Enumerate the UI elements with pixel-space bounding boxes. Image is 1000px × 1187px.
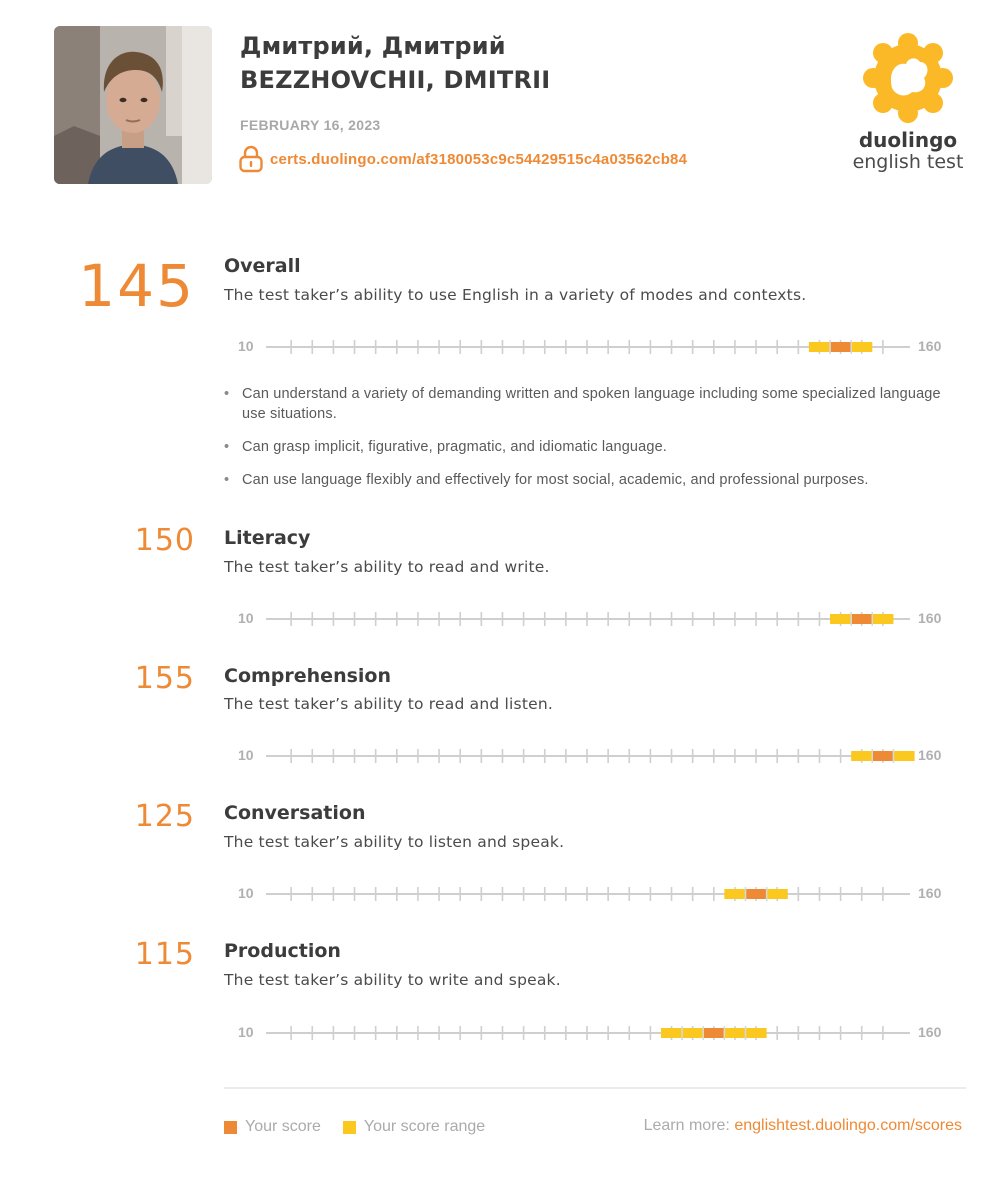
scale-max-label: 160 bbox=[918, 338, 942, 354]
name-native: Дмитрий, Дмитрий bbox=[240, 32, 506, 60]
legend-label: Your score bbox=[245, 1118, 321, 1135]
score-scale-graphic bbox=[238, 335, 918, 359]
scale-min-label: 10 bbox=[238, 747, 254, 763]
list-item: • Can understand a variety of demanding written and spoken language including some specialized language use situations. bbox=[224, 384, 964, 424]
scale-min-label: 10 bbox=[238, 338, 254, 354]
legend-label: Your score range bbox=[363, 1118, 486, 1135]
scale-min-label: 10 bbox=[238, 610, 254, 626]
name-latin: BEZZHOVCHII, DMITRII bbox=[240, 66, 551, 94]
score-scale bbox=[238, 882, 950, 906]
score-scale-graphic bbox=[238, 1021, 918, 1045]
section-title: Comprehension bbox=[224, 665, 391, 687]
literacy-score: 150 bbox=[134, 523, 195, 558]
legend bbox=[224, 1118, 507, 1136]
score-scale-graphic bbox=[238, 744, 918, 768]
scale-max-label: 160 bbox=[918, 1024, 942, 1040]
section-description: The test taker’s ability to read and write. bbox=[224, 558, 550, 576]
test-date: FEBRUARY 16, 2023 bbox=[240, 117, 381, 133]
production-score: 115 bbox=[134, 937, 195, 972]
range-swatch bbox=[343, 1121, 356, 1134]
comprehension-score: 155 bbox=[134, 661, 195, 696]
section-description: The test taker’s ability to listen and speak. bbox=[224, 833, 565, 851]
score-scale bbox=[238, 1021, 950, 1045]
conversation-score: 125 bbox=[134, 799, 195, 834]
overall-score: 145 bbox=[78, 252, 195, 320]
certificate-link-row bbox=[238, 145, 687, 173]
section-title: Production bbox=[224, 940, 341, 962]
section-description: The test taker’s ability to write and speak. bbox=[224, 971, 561, 989]
logo-wordmark: duolingo bbox=[858, 128, 958, 152]
section-description: The test taker’s ability to read and listen. bbox=[224, 695, 553, 713]
section-title: Conversation bbox=[224, 802, 366, 824]
section-title: Literacy bbox=[224, 527, 311, 549]
scale-max-label: 160 bbox=[918, 610, 942, 626]
score-scale bbox=[238, 744, 950, 768]
duolingo-owl-icon bbox=[862, 32, 954, 124]
duolingo-logo bbox=[850, 32, 966, 172]
score-marker bbox=[872, 751, 893, 761]
list-item: • Can use language flexibly and effectively for most social, academic, and professional purposes. bbox=[224, 470, 964, 490]
score-scale-graphic bbox=[238, 882, 918, 906]
lock-icon bbox=[238, 145, 264, 173]
list-item: • Can grasp implicit, figurative, pragmatic, and idiomatic language. bbox=[224, 437, 964, 457]
logo-subtitle: english test bbox=[852, 151, 964, 173]
overall-description-list bbox=[224, 384, 964, 503]
footer-divider bbox=[224, 1087, 966, 1089]
score-marker bbox=[703, 1028, 724, 1038]
score-scale bbox=[238, 607, 950, 631]
certificate-url-link[interactable]: certs.duolingo.com/af3180053c9c54429515c4a03562cb84 bbox=[270, 150, 688, 168]
score-marker bbox=[851, 614, 872, 624]
section-title: Overall bbox=[224, 255, 301, 277]
legend-item-range bbox=[343, 1118, 485, 1136]
scale-max-label: 160 bbox=[918, 747, 942, 763]
test-taker-photo bbox=[54, 26, 212, 184]
scale-max-label: 160 bbox=[918, 885, 942, 901]
legend-item-score bbox=[224, 1118, 321, 1136]
learn-more bbox=[644, 1117, 962, 1135]
learn-more-link[interactable]: englishtest.duolingo.com/scores bbox=[734, 1117, 962, 1134]
scale-min-label: 10 bbox=[238, 1024, 254, 1040]
learn-more-prefix: Learn more: bbox=[643, 1117, 735, 1134]
score-scale-graphic bbox=[238, 607, 918, 631]
scale-min-label: 10 bbox=[238, 885, 254, 901]
section-description: The test taker’s ability to use English in a variety of modes and contexts. bbox=[224, 286, 807, 304]
score-scale bbox=[238, 335, 950, 359]
score-marker bbox=[746, 889, 767, 899]
score-swatch bbox=[224, 1121, 237, 1134]
score-marker bbox=[830, 342, 851, 352]
